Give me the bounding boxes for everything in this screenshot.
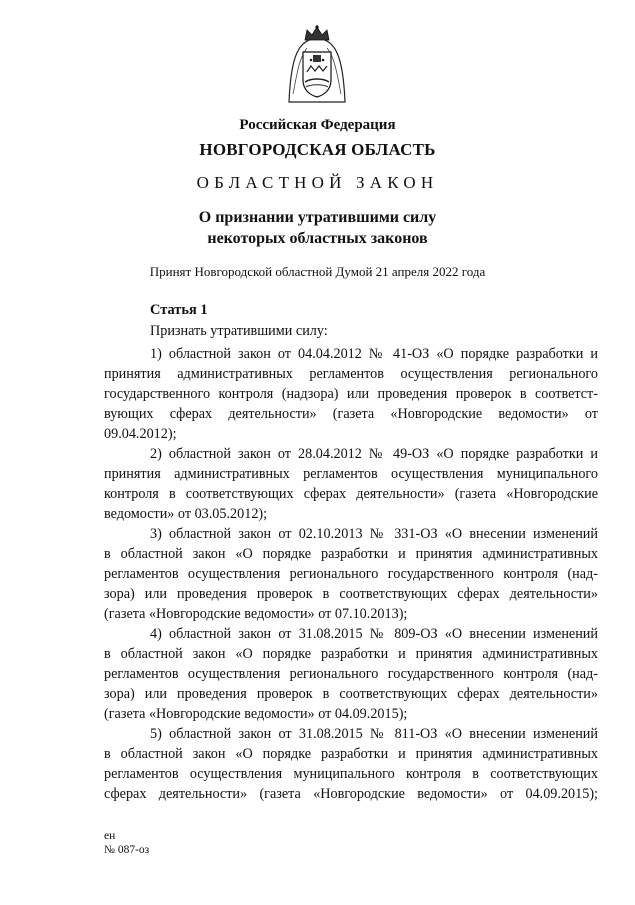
- region-heading: НОВГОРОДСКАЯ ОБЛАСТЬ: [199, 140, 436, 159]
- body-line: 09.04.2012);: [104, 426, 177, 442]
- law-title: [0, 207, 635, 249]
- body-line: сферах деятельности» (газета «Новгородские ведомости» от 04.09.2015);: [104, 786, 598, 802]
- body-line: контроля в соответствующих сферах деятельности» (газета «Новгородские: [104, 486, 598, 502]
- law-type-heading: ОБЛАСТНОЙ ЗАКОН: [196, 173, 439, 192]
- body-line: регламентов осуществления муниципального контроля в соответствующих: [104, 766, 598, 782]
- body-line: ведомости» от 03.05.2012);: [104, 506, 268, 522]
- article-heading: Статья 1: [150, 302, 208, 318]
- article-lead: Признать утратившими силу:: [150, 323, 328, 339]
- body-line: государственного контроля (надзора) или проведения проверок в соответст-: [104, 386, 598, 402]
- law-title-line: некоторых областных законов: [207, 230, 428, 247]
- body-line: 2) областной закон от 28.04.2012 № 49-ОЗ «О порядке разработки и: [150, 446, 598, 462]
- federation-heading: Российская Федерация: [239, 117, 396, 133]
- body-line: принятия административных регламентов осуществления регионального: [104, 366, 598, 382]
- body-line: регламентов осуществления регионального государственного контроля (над-: [104, 666, 598, 682]
- law-title-line: О признании утратившими силу: [198, 209, 437, 226]
- body-line: 5) областной закон от 31.08.2015 № 811-ОЗ «О внесении изменений: [150, 726, 598, 742]
- body-line: зора) или проведения проверок в соответствующих сферах деятельности»: [104, 686, 598, 702]
- body-line: 1) областной закон от 04.04.2012 № 41-ОЗ «О порядке разработки и: [150, 346, 598, 362]
- body-line: (газета «Новгородские ведомости» от 07.10.2013);: [104, 606, 408, 622]
- footer-number: № 087-оз: [104, 844, 150, 856]
- body-line: в областной закон «О порядке разработки и принятия административных: [104, 546, 598, 562]
- body-line: принятия административных регламентов осуществления муниципального: [104, 466, 598, 482]
- body-line: 4) областной закон от 31.08.2015 № 809-ОЗ «О внесении изменений: [150, 626, 598, 642]
- body-line: 3) областной закон от 02.10.2013 № 331-ОЗ «О внесении изменений: [150, 526, 598, 542]
- body-line: (газета «Новгородские ведомости» от 04.09.2015);: [104, 706, 408, 722]
- adoption-note: Принят Новгородской областной Думой 21 апреля 2022 года: [149, 264, 486, 279]
- body-line: регламентов осуществления регионального государственного контроля (над-: [104, 566, 598, 582]
- footer-initials: ен: [104, 830, 116, 842]
- body-line: в областной закон «О порядке разработки и принятия административных: [104, 646, 598, 662]
- body-line: зора) или проведения проверок в соответствующих сферах деятельности»: [104, 586, 598, 602]
- body-line: вующих сферах деятельности» (газета «Новгородские ведомости» от: [104, 406, 598, 422]
- body-line: в областной закон «О порядке разработки и принятия административных: [104, 746, 598, 762]
- novgorod-coat-of-arms-icon: [285, 24, 349, 104]
